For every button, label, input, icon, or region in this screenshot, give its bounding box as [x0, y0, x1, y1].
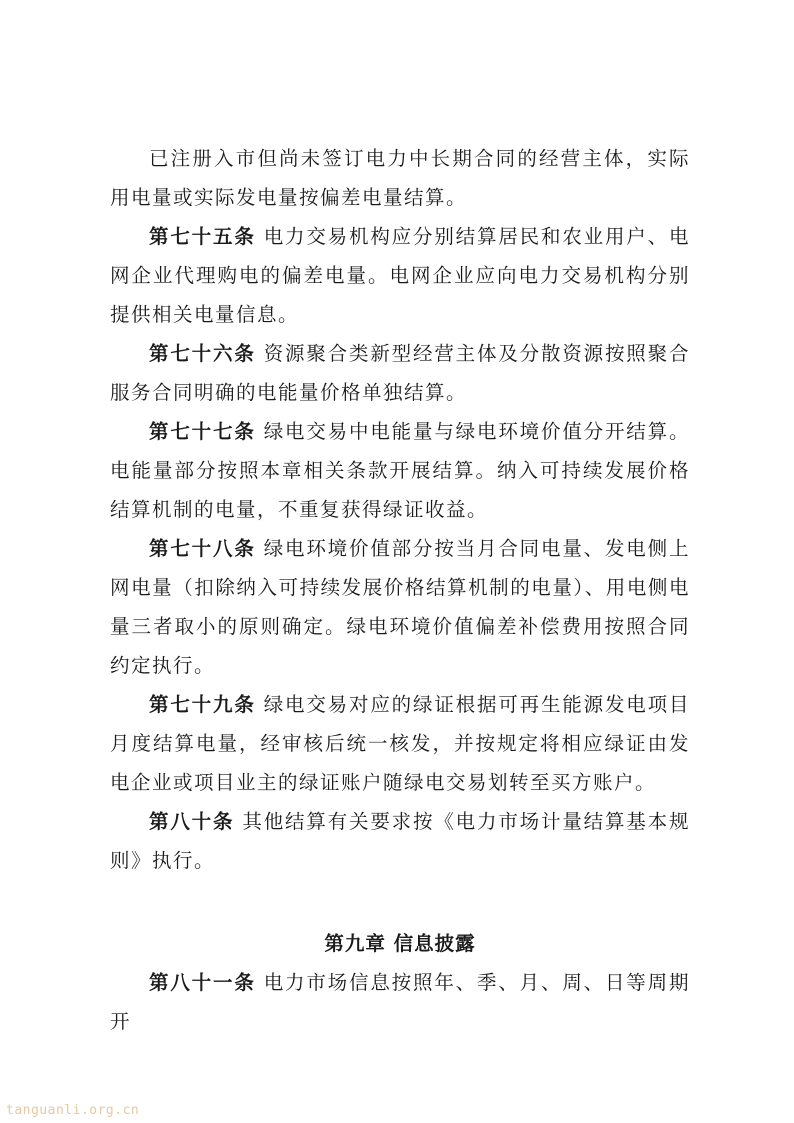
- article-text: 绿电交易对应的绿证根据可再生能源发电项目月度结算电量，经审核后统一核发，并按规定将相应绿证由发电企业或项目业主的绿证账户随绿电交易划转至买方账户。: [110, 693, 690, 794]
- paragraph-text: 已注册入市但尚未签订电力中长期合同的经营主体，实际用电量或实际发电量按偏差电量结算。: [110, 147, 690, 209]
- article-number: 第七十八条: [149, 537, 256, 560]
- article-75: [110, 217, 690, 334]
- document-body: [110, 139, 690, 1033]
- paragraph-0: [110, 139, 690, 217]
- article-text: 绿电环境价值部分按当月合同电量、发电侧上网电量（扣除纳入可持续发展价格结算机制的电量）、用电侧电量三者取小的原则确定。绿电环境价值偏差补偿费用按照合同约定执行。: [110, 537, 690, 677]
- article-79: [110, 685, 690, 802]
- article-80: [110, 802, 690, 880]
- article-78: [110, 529, 690, 685]
- article-number: 第七十六条: [149, 342, 256, 365]
- article-76: [110, 334, 690, 412]
- article-text: 其他结算有关要求按《电力市场计量结算基本规则》执行。: [110, 810, 690, 872]
- article-77: [110, 412, 690, 529]
- article-number: 第七十五条: [149, 225, 256, 248]
- article-number: 第七十九条: [149, 693, 256, 716]
- article-81: [110, 963, 690, 1041]
- article-text: 电力交易机构应分别结算居民和农业用户、电网企业代理购电的偏差电量。电网企业应向电力交易机构分别提供相关电量信息。: [110, 225, 690, 326]
- article-number: 第七十七条: [149, 420, 256, 443]
- article-text: 电力市场信息按照年、季、月、周、日等周期开: [110, 971, 690, 1033]
- article-text: 资源聚合类新型经营主体及分散资源按照聚合服务合同明确的电能量价格单独结算。: [110, 342, 690, 404]
- watermark: tanguanli.org.cn: [6, 1103, 140, 1118]
- article-number: 第八十条: [149, 810, 235, 833]
- chapter-title: 第九章 信息披露: [324, 932, 476, 955]
- article-text: 绿电交易中电能量与绿电环境价值分开结算。电能量部分按照本章相关条款开展结算。纳入可持续发展价格结算机制的电量，不重复获得绿证收益。: [110, 420, 690, 521]
- article-number: 第八十一条: [149, 971, 256, 994]
